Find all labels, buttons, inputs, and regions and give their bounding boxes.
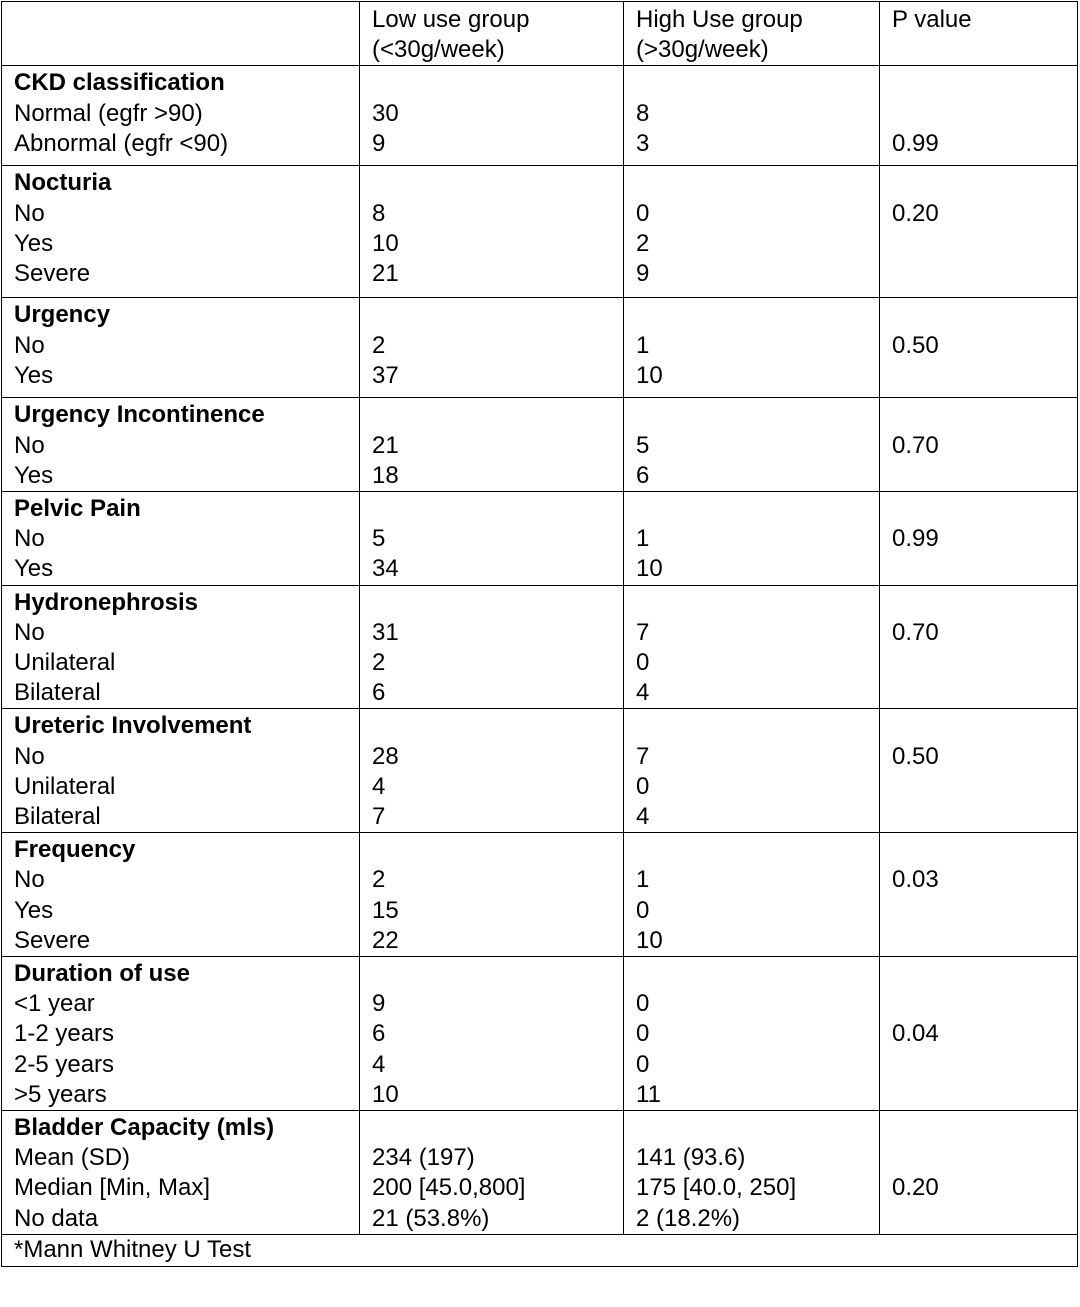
high-use-value: 4 (636, 803, 650, 831)
high-use-value (636, 400, 879, 430)
high-use-cell (624, 1111, 880, 1235)
category-label: Yes (14, 229, 54, 257)
category-label: <1 year (14, 990, 95, 1018)
high-use-value: 9 (636, 260, 650, 288)
low-use-value: 15 (372, 896, 399, 924)
p-value (892, 711, 1077, 741)
high-use-value: 2 (636, 229, 650, 257)
low-use-value (372, 588, 623, 618)
high-use-value (636, 959, 879, 989)
low-use-value: 4 (372, 772, 386, 800)
low-use-value: 22 (372, 926, 399, 954)
high-use-value: 0 (636, 199, 650, 227)
group-title: Bladder Capacity (mls) (14, 1114, 275, 1142)
p-value (892, 300, 1077, 330)
low-use-cell (360, 709, 624, 833)
high-use-cell (624, 166, 880, 298)
high-use-value (636, 711, 879, 741)
high-use-value: 5 (636, 431, 650, 459)
group-title: Hydronephrosis (14, 588, 199, 616)
low-use-value: 9 (372, 129, 386, 157)
high-use-value: 7 (636, 742, 650, 770)
high-use-cell (624, 398, 880, 492)
group-row (2, 957, 1078, 1111)
p-value: 0.50 (892, 742, 939, 770)
group-row (2, 66, 1078, 166)
header-high-use-cell (624, 2, 880, 66)
low-use-value: 2 (372, 866, 386, 894)
high-use-value: 3 (636, 129, 650, 157)
group-row (2, 585, 1078, 709)
group-title: Frequency (14, 836, 136, 864)
low-use-value: 2 (372, 331, 386, 359)
low-use-value: 6 (372, 1020, 386, 1048)
category-label: Yes (14, 896, 54, 924)
low-use-cell (360, 398, 624, 492)
category-label: No (14, 618, 45, 646)
high-use-value (636, 1113, 879, 1143)
high-use-value: 1 (636, 525, 650, 553)
low-use-value: 2 (372, 649, 386, 677)
high-use-cell (624, 492, 880, 586)
p-value: 0.99 (892, 525, 939, 553)
category-label: No data (14, 1204, 99, 1232)
high-use-value: 0 (636, 990, 650, 1018)
high-use-value: 0 (636, 1020, 650, 1048)
low-use-value: 31 (372, 618, 399, 646)
p-value (892, 68, 1077, 98)
footnote: *Mann Whitney U Test (2, 1234, 1078, 1266)
low-use-value: 6 (372, 679, 386, 707)
low-use-value (372, 300, 623, 330)
p-value: 0.70 (892, 618, 939, 646)
header-high-use-line-2: (>30g/week) (636, 36, 769, 64)
header-blank-cell (2, 2, 360, 66)
p-value (892, 959, 1077, 989)
low-use-value: 21 (53.8%) (372, 1204, 490, 1232)
group-row (2, 492, 1078, 586)
high-use-cell (624, 298, 880, 398)
low-use-value: 37 (372, 361, 399, 389)
p-value: 0.70 (892, 431, 939, 459)
category-label: Severe (14, 926, 91, 954)
high-use-value: 0 (636, 649, 650, 677)
low-use-value: 10 (372, 1080, 399, 1108)
group-label-cell (2, 166, 360, 298)
header-low-use-line-1: Low use group (372, 6, 530, 33)
group-label-cell (2, 66, 360, 166)
header-low-use-line-2: (<30g/week) (372, 36, 505, 64)
group-title: CKD classification (14, 69, 225, 97)
group-title: Duration of use (14, 960, 191, 988)
high-use-value (636, 68, 879, 98)
low-use-value (372, 1113, 623, 1143)
low-use-value: 18 (372, 461, 399, 489)
p-value-cell (880, 298, 1078, 398)
p-value: 0.20 (892, 1174, 939, 1202)
low-use-value: 21 (372, 431, 399, 459)
group-label-cell (2, 585, 360, 709)
high-use-value: 4 (636, 679, 650, 707)
p-value-cell (880, 398, 1078, 492)
p-value-cell (880, 833, 1078, 957)
high-use-value: 10 (636, 926, 663, 954)
low-use-value (372, 959, 623, 989)
low-use-value: 4 (372, 1050, 386, 1078)
low-use-cell (360, 298, 624, 398)
group-title: Urgency Incontinence (14, 401, 265, 429)
p-value-cell (880, 1111, 1078, 1235)
category-label: No (14, 742, 45, 770)
high-use-cell (624, 833, 880, 957)
high-use-value (636, 300, 879, 330)
category-label: Bilateral (14, 679, 101, 707)
low-use-value (372, 400, 623, 430)
p-value (892, 168, 1077, 198)
low-use-value: 28 (372, 742, 399, 770)
group-label-cell (2, 957, 360, 1111)
low-use-value (372, 835, 623, 865)
category-label: Yes (14, 361, 54, 389)
p-value: 0.99 (892, 129, 939, 157)
category-label: No (14, 431, 45, 459)
low-use-cell (360, 585, 624, 709)
category-label: No (14, 866, 45, 894)
high-use-value (636, 835, 879, 865)
p-value (892, 1113, 1077, 1143)
group-label-cell (2, 833, 360, 957)
low-use-value (372, 711, 623, 741)
group-title: Nocturia (14, 169, 112, 197)
p-value: 0.50 (892, 331, 939, 359)
p-value (892, 588, 1077, 618)
category-label: Abnormal (egfr <90) (14, 129, 229, 157)
category-label: 2-5 years (14, 1050, 115, 1078)
low-use-value: 10 (372, 229, 399, 257)
category-label: Unilateral (14, 772, 116, 800)
group-label-cell (2, 1111, 360, 1235)
p-value (892, 99, 1077, 129)
high-use-value (636, 588, 879, 618)
group-label-cell (2, 298, 360, 398)
low-use-value: 5 (372, 525, 386, 553)
group-row (2, 398, 1078, 492)
low-use-value: 34 (372, 555, 399, 583)
header-high-use-line-1: High Use group (636, 6, 803, 33)
category-label: No (14, 331, 45, 359)
table-body (2, 2, 1078, 1267)
low-use-cell (360, 957, 624, 1111)
group-row (2, 709, 1078, 833)
p-value-cell (880, 957, 1078, 1111)
category-label: Severe (14, 260, 91, 288)
low-use-value: 9 (372, 990, 386, 1018)
high-use-cell (624, 957, 880, 1111)
p-value (892, 494, 1077, 524)
category-label: No (14, 525, 45, 553)
p-value-cell (880, 585, 1078, 709)
high-use-value: 10 (636, 555, 663, 583)
p-value (892, 835, 1077, 865)
category-label: 1-2 years (14, 1020, 115, 1048)
high-use-cell (624, 66, 880, 166)
low-use-value: 200 [45.0,800] (372, 1174, 526, 1202)
p-value: 0.03 (892, 866, 939, 894)
high-use-value: 0 (636, 896, 650, 924)
high-use-value (636, 494, 879, 524)
high-use-value: 10 (636, 361, 663, 389)
group-title: Ureteric Involvement (14, 712, 252, 740)
p-value-cell (880, 492, 1078, 586)
header-row (2, 2, 1078, 66)
category-label: Median [Min, Max] (14, 1174, 211, 1202)
p-value: 0.04 (892, 1020, 939, 1048)
p-value-cell (880, 166, 1078, 298)
group-title: Pelvic Pain (14, 495, 141, 523)
high-use-value: 0 (636, 1050, 650, 1078)
header-p-value-cell (880, 2, 1078, 66)
header-low-use-cell (360, 2, 624, 66)
high-use-cell (624, 709, 880, 833)
high-use-value: 11 (636, 1080, 661, 1108)
low-use-value: 234 (197) (372, 1144, 475, 1172)
high-use-value: 1 (636, 331, 650, 359)
category-label: >5 years (14, 1080, 107, 1108)
high-use-value: 175 [40.0, 250] (636, 1174, 797, 1202)
group-row (2, 1111, 1078, 1235)
low-use-cell (360, 833, 624, 957)
low-use-value (372, 68, 623, 98)
high-use-value: 0 (636, 772, 650, 800)
low-use-value: 21 (372, 260, 399, 288)
group-row (2, 833, 1078, 957)
group-title: Urgency (14, 301, 111, 329)
high-use-value: 7 (636, 618, 650, 646)
low-use-cell (360, 1111, 624, 1235)
p-value (892, 989, 1077, 1019)
low-use-value (372, 494, 623, 524)
high-use-value: 141 (93.6) (636, 1144, 746, 1172)
low-use-value (372, 168, 623, 198)
category-label: Bilateral (14, 803, 101, 831)
low-use-cell (360, 66, 624, 166)
group-row (2, 166, 1078, 298)
p-value-cell (880, 709, 1078, 833)
footnote-row (2, 1234, 1078, 1266)
low-use-value: 7 (372, 803, 386, 831)
category-label: Yes (14, 461, 54, 489)
group-row (2, 298, 1078, 398)
p-value (892, 400, 1077, 430)
high-use-value: 8 (636, 99, 650, 127)
group-label-cell (2, 709, 360, 833)
high-use-value: 6 (636, 461, 650, 489)
p-value-cell (880, 66, 1078, 166)
high-use-value (636, 168, 879, 198)
header-p-value-line: P value (892, 6, 972, 33)
p-value (892, 1143, 1077, 1173)
high-use-value: 1 (636, 866, 650, 894)
low-use-cell (360, 166, 624, 298)
results-table (1, 1, 1078, 1267)
high-use-cell (624, 585, 880, 709)
category-label: No (14, 199, 45, 227)
low-use-cell (360, 492, 624, 586)
category-label: Yes (14, 555, 54, 583)
p-value: 0.20 (892, 199, 939, 227)
low-use-value: 30 (372, 99, 399, 127)
high-use-value: 2 (18.2%) (636, 1204, 741, 1232)
category-label: Mean (SD) (14, 1144, 131, 1172)
category-label: Normal (egfr >90) (14, 99, 203, 127)
group-label-cell (2, 492, 360, 586)
low-use-value: 8 (372, 199, 386, 227)
group-label-cell (2, 398, 360, 492)
category-label: Unilateral (14, 649, 116, 677)
